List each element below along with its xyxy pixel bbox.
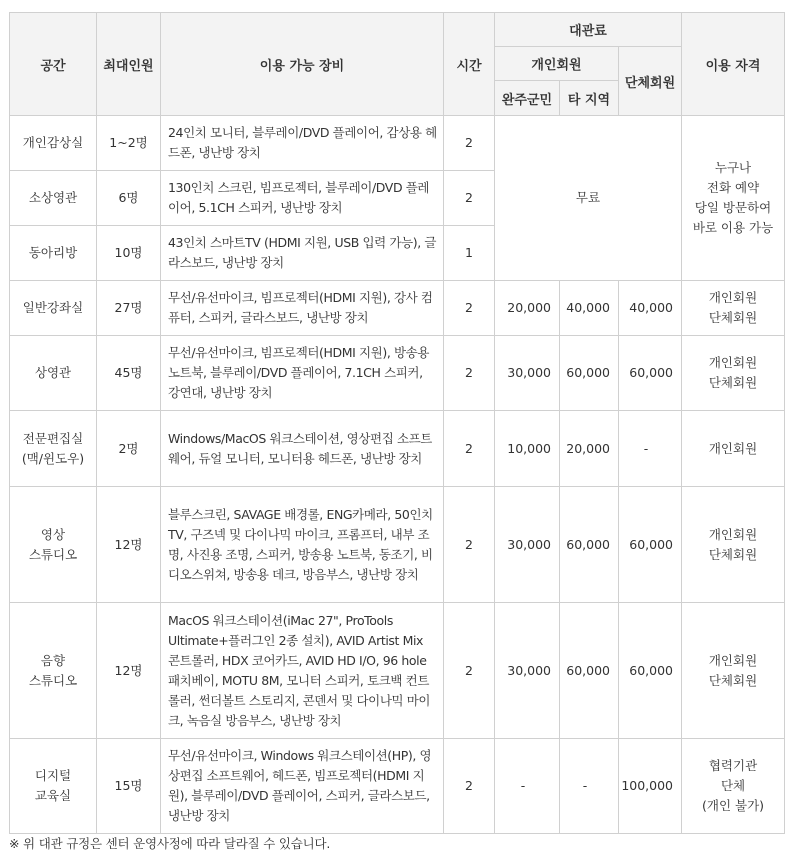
time-cell: 2: [444, 116, 495, 171]
equipment-cell: 블루스크린, SAVAGE 배경롤, ENG카메라, 50인치 TV, 구즈넥 및 다이나믹 마이크, 프롬프터, 내부 조명, 사진용 조명, 스피커, 방송용 노트북, 동조기, 비디오스위쳐, 방송용 데크, 방음부스, 냉난방 장치: [161, 487, 444, 603]
header-group: 단체회원: [619, 47, 682, 116]
eligibility-line: 당일 방문하여: [694, 200, 772, 215]
table-row: [10, 603, 785, 739]
header-fee: 대관료: [495, 13, 682, 47]
header-other-region: 타 지역: [560, 81, 619, 116]
time-cell: 2: [444, 336, 495, 411]
table-row: [10, 487, 785, 603]
equipment-cell: 무선/유선마이크, 빔프로젝터(HDMI 지원), 방송용 노트북, 블루레이/DVD 플레이어, 7.1CH 스피커, 강연대, 냉난방 장치: [161, 336, 444, 411]
eligibility-cell: [682, 411, 785, 487]
header-equipment: 이용 가능 장비: [161, 13, 444, 116]
equipment-cell: 무선/유선마이크, Windows 워크스테이션(HP), 영상편집 소프트웨어, 헤드폰, 빔프로젝터(HDMI 지원), 블루레이/DVD 플레이어, 스피커, 글라스보드, 냉난방 장치: [161, 739, 444, 834]
fee-wanju-cell: 30,000: [495, 336, 560, 411]
header-time: 시간: [444, 13, 495, 116]
header-individual: 개인회원: [495, 47, 619, 81]
header-max-people: 최대인원: [97, 13, 161, 116]
fee-group-cell: 60,000: [619, 603, 682, 739]
fee-other-cell: 60,000: [560, 603, 619, 739]
footnote: ※ 위 대관 규정은 센터 운영사정에 따라 달라질 수 있습니다.: [9, 836, 331, 851]
equipment-cell: 24인치 모니터, 블루레이/DVD 플레이어, 감상용 헤드폰, 냉난방 장치: [161, 116, 444, 171]
fee-wanju-cell: 20,000: [495, 281, 560, 336]
fee-group-cell: 60,000: [619, 487, 682, 603]
fee-other-cell: 20,000: [560, 411, 619, 487]
space-cell: [10, 411, 97, 487]
equipment-cell: 130인치 스크린, 빔프로젝터, 블루레이/DVD 플레이어, 5.1CH 스피커, 냉난방 장치: [161, 171, 444, 226]
eligibility-line: (개인 불가): [702, 798, 765, 813]
fee-group-cell: 100,000: [619, 739, 682, 834]
fee-wanju-cell: 30,000: [495, 603, 560, 739]
table-row: [10, 336, 785, 411]
space-name: (맥/윈도우): [21, 450, 85, 466]
equipment-cell: Windows/MacOS 워크스테이션, 영상편집 소프트웨어, 듀얼 모니터, 모니터용 헤드폰, 냉난방 장치: [161, 411, 444, 487]
people-cell: 10명: [97, 226, 161, 281]
people-cell: 12명: [97, 487, 161, 603]
eligibility-cell: [682, 336, 785, 411]
space-cell: [10, 739, 97, 834]
people-cell: 12명: [97, 603, 161, 739]
time-cell: 1: [444, 226, 495, 281]
fee-group-cell: 40,000: [619, 281, 682, 336]
eligibility-line: 전화 예약: [706, 180, 760, 195]
fee-other-cell: 60,000: [560, 336, 619, 411]
eligibility-line: 단체회원: [708, 672, 758, 688]
time-cell: 2: [444, 487, 495, 603]
time-cell: 2: [444, 739, 495, 834]
eligibility-line: 바로 이용 가능: [692, 220, 774, 235]
header-space: 공간: [10, 13, 97, 116]
space-cell: [10, 603, 97, 739]
people-cell: 27명: [97, 281, 161, 336]
eligibility-line: 단체회원: [708, 375, 758, 390]
space-name: 교육실: [34, 788, 72, 803]
space-name: 전문편집실: [22, 430, 84, 446]
time-cell: 2: [444, 281, 495, 336]
eligibility-line: 단체회원: [708, 546, 758, 562]
space-name: 동아리방: [28, 245, 78, 260]
table-row: [10, 281, 785, 336]
fee-wanju-cell: 10,000: [495, 411, 560, 487]
people-cell: 1~2명: [97, 116, 161, 171]
people-cell: 45명: [97, 336, 161, 411]
eligibility-line: 단체: [720, 778, 746, 793]
eligibility-line: 개인회원: [708, 355, 758, 370]
space-name: 디지털: [34, 768, 72, 783]
eligibility-line: 단체회원: [708, 310, 758, 325]
rental-table-container: [9, 12, 784, 834]
eligibility-cell: [682, 281, 785, 336]
fee-other-cell: -: [560, 739, 619, 834]
equipment-cell: 43인치 스마트TV (HDMI 지원, USB 입력 가능), 글라스보드, 냉난방 장치: [161, 226, 444, 281]
free-eligibility-cell: [682, 116, 785, 281]
rental-table: [9, 12, 785, 834]
time-cell: 2: [444, 603, 495, 739]
table-row: [10, 739, 785, 834]
space-cell: [10, 336, 97, 411]
equipment-cell: MacOS 워크스테이션(iMac 27", ProTools Ultimate+플러그인 2종 설치), AVID Artist Mix 콘트롤러, HDX 코어카드, AVID HD I/O, 96 hole 패치베이, MOTU 8M, 모니터 스피커, 토크백 컨트롤러, 썬더볼트 스토리지, 콘덴서 및 다이나믹 마이크, 녹음실 방음부스, 냉난방 장치: [161, 603, 444, 739]
free-fee-cell: 무료: [495, 116, 682, 281]
time-cell: 2: [444, 171, 495, 226]
eligibility-line: 누구나: [714, 160, 752, 175]
space-name: 소상영관: [28, 190, 78, 205]
eligibility-line: 개인회원: [708, 440, 758, 456]
people-cell: 15명: [97, 739, 161, 834]
table-row: [10, 411, 785, 487]
header-eligibility: 이용 자격: [682, 13, 785, 116]
fee-group-cell: -: [619, 411, 682, 487]
space-name: 음향: [40, 652, 66, 668]
space-cell: [10, 226, 97, 281]
space-name: 스튜디오: [28, 672, 78, 688]
space-name: 영상: [40, 526, 66, 542]
header-wanju: 완주군민: [495, 81, 560, 116]
eligibility-line: 협력기관: [708, 758, 758, 773]
space-cell: [10, 487, 97, 603]
eligibility-line: 개인회원: [708, 652, 758, 668]
eligibility-cell: [682, 487, 785, 603]
fee-wanju-cell: -: [495, 739, 560, 834]
eligibility-line: 개인회원: [708, 290, 758, 305]
space-name: 상영관: [34, 365, 72, 380]
space-cell: [10, 116, 97, 171]
table-row: [10, 116, 785, 171]
people-cell: 6명: [97, 171, 161, 226]
eligibility-cell: [682, 603, 785, 739]
eligibility-line: 개인회원: [708, 526, 758, 542]
fee-other-cell: 40,000: [560, 281, 619, 336]
fee-other-cell: 60,000: [560, 487, 619, 603]
fee-wanju-cell: 30,000: [495, 487, 560, 603]
space-cell: [10, 171, 97, 226]
space-cell: [10, 281, 97, 336]
space-name: 개인감상실: [22, 135, 84, 150]
time-cell: 2: [444, 411, 495, 487]
fee-group-cell: 60,000: [619, 336, 682, 411]
space-name: 일반강좌실: [22, 300, 84, 315]
people-cell: 2명: [97, 411, 161, 487]
eligibility-cell: [682, 739, 785, 834]
space-name: 스튜디오: [28, 546, 78, 562]
equipment-cell: 무선/유선마이크, 빔프로젝터(HDMI 지원), 강사 컴퓨터, 스피커, 글라스보드, 냉난방 장치: [161, 281, 444, 336]
